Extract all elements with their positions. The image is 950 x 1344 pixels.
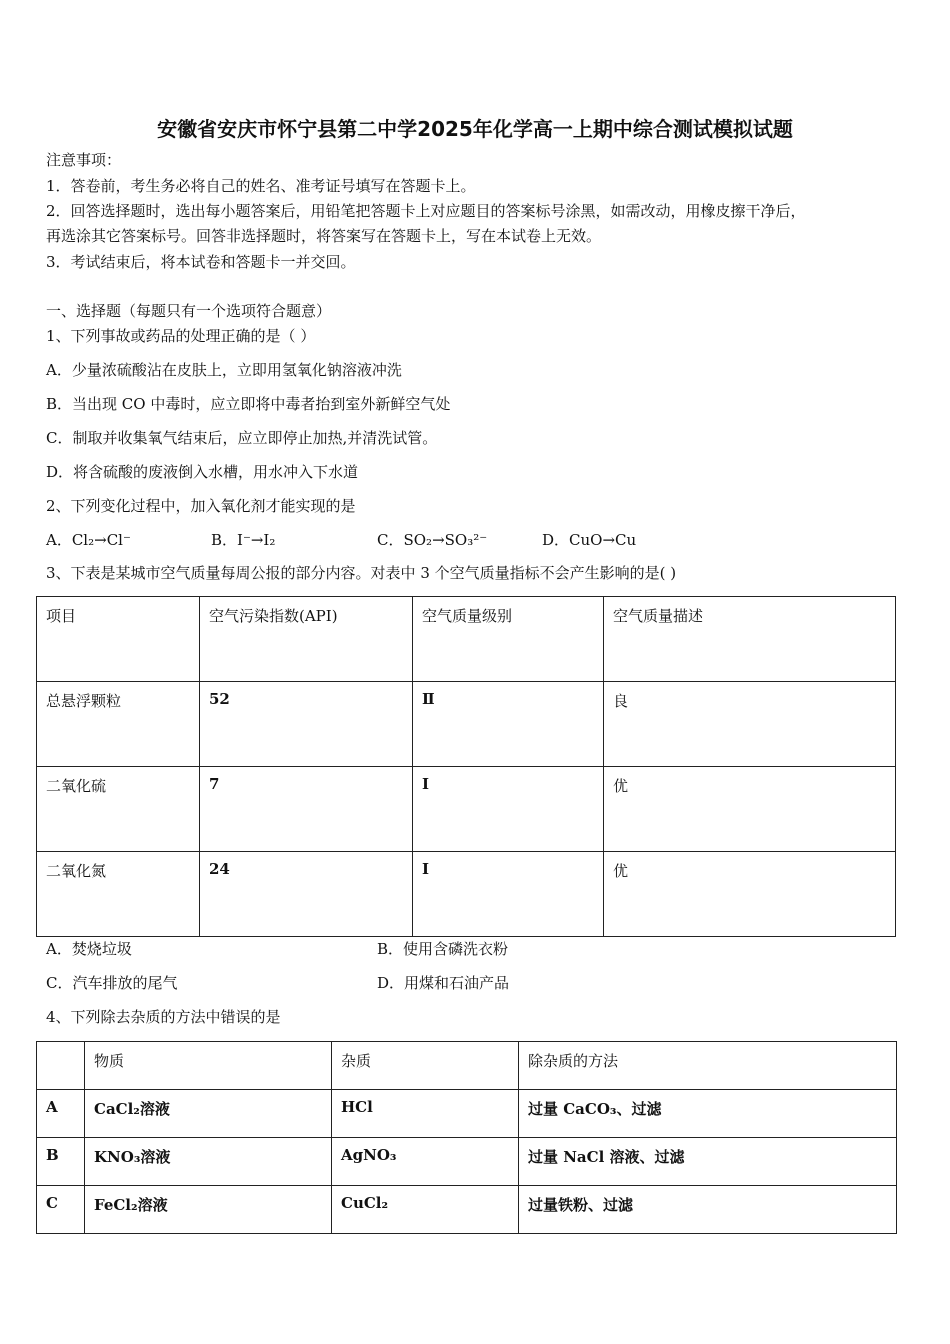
table-cell: 过量铁粉、过滤 [519,1186,897,1234]
table-cell: B [37,1138,85,1186]
table-cell: I [413,767,604,852]
q1-option-a: A．少量浓硫酸沾在皮肤上，立即用氢氧化钠溶液冲洗 [46,361,402,379]
table-cell: 52 [200,682,413,767]
table-cell: 优 [604,767,896,852]
table-cell: 空气质量级别 [413,597,604,682]
table-cell [37,1042,85,1090]
table-cell: 过量 CaCO₃、过滤 [519,1090,897,1138]
q2-option-b: B．I⁻→I₂ [211,531,276,549]
question-2-stem: 2、下列变化过程中，加入氧化剂才能实现的是 [46,497,356,515]
question-1-stem: 1、下列事故或药品的处理正确的是（ ） [46,327,316,345]
table-cell: Ⅱ [413,682,604,767]
table-cell: AgNO₃ [332,1138,519,1186]
notice-item: 2．回答选择题时，选出每小题答案后，用铅笔把答题卡上对应题目的答案标号涂黑，如需改动，用橡皮擦干净后， [46,202,806,220]
page-title: 安徽省安庆市怀宁县第二中学2025年化学高一上期中综合测试模拟试题 [157,117,793,141]
table-cell: 杂质 [332,1042,519,1090]
question-4-stem: 4、下列除去杂质的方法中错误的是 [46,1008,281,1026]
table-cell: 项目 [37,597,200,682]
q2-option-c: C．SO₂→SO₃²⁻ [377,531,488,549]
table-cell: 除杂质的方法 [519,1042,897,1090]
table-cell: CaCl₂溶液 [85,1090,332,1138]
notice-item: 再选涂其它答案标号。回答非选择题时，将答案写在答题卡上，写在本试卷上无效。 [46,227,602,245]
table-cell: KNO₃溶液 [85,1138,332,1186]
q3-option-a: A．焚烧垃圾 [46,940,132,958]
q3-option-d: D．用煤和石油产品 [377,974,510,992]
table-cell: FeCl₂溶液 [85,1186,332,1234]
table-cell: I [413,852,604,937]
table-row [37,1090,897,1138]
q1-option-c: C．制取并收集氧气结束后，应立即停止加热,并清洗试管。 [46,429,438,447]
notice-item: 1．答卷前，考生务必将自己的姓名、准考证号填写在答题卡上。 [46,177,476,195]
table-cell: HCl [332,1090,519,1138]
table-cell: 空气质量描述 [604,597,896,682]
impurity-removal-table [36,1041,897,1234]
question-3-stem: 3、下表是某城市空气质量每周公报的部分内容。对表中 3 个空气质量指标不会产生影响的是( ) [46,564,677,582]
table-cell: A [37,1090,85,1138]
table-cell: 7 [200,767,413,852]
table-cell: 过量 NaCl 溶液、过滤 [519,1138,897,1186]
table-cell: 24 [200,852,413,937]
table-row [37,1186,897,1234]
section-heading: 一、选择题（每题只有一个选项符合题意） [46,302,332,320]
table-cell: 二氧化氮 [37,852,200,937]
q3-option-c: C．汽车排放的尾气 [46,974,178,992]
q1-option-d: D．将含硫酸的废液倒入水槽，用水冲入下水道 [46,463,359,481]
table-cell: 总悬浮颗粒 [37,682,200,767]
table-cell: 二氧化硫 [37,767,200,852]
q2-option-a: A．Cl₂→Cl⁻ [46,531,131,549]
table-cell: C [37,1186,85,1234]
table-row [37,682,896,767]
table-header-row [37,597,896,682]
table-cell: 空气污染指数(API) [200,597,413,682]
notice-item: 3．考试结束后，将本试卷和答题卡一并交回。 [46,253,356,271]
table-cell: 物质 [85,1042,332,1090]
notice-heading: 注意事项： [46,151,122,169]
table-cell: CuCl₂ [332,1186,519,1234]
table-row [37,1138,897,1186]
table-header-row [37,1042,897,1090]
table-cell: 优 [604,852,896,937]
table-row [37,767,896,852]
q1-option-b: B．当出现 CO 中毒时，应立即将中毒者抬到室外新鲜空气处 [46,395,451,413]
q3-option-b: B．使用含磷洗衣粉 [377,940,509,958]
table-cell: 良 [604,682,896,767]
q2-option-d: D．CuO→Cu [542,531,637,549]
table-row [37,852,896,937]
air-quality-table [36,596,896,937]
